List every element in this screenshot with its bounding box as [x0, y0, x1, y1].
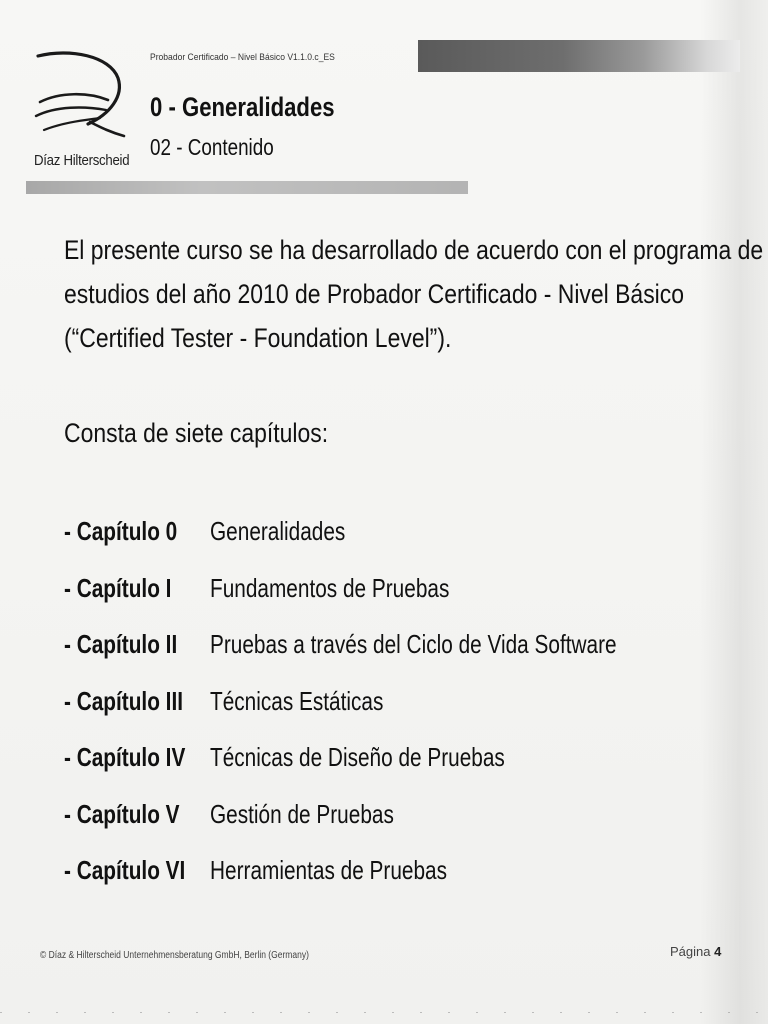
chapter-item	[64, 516, 704, 573]
intro-line: El presente curso se ha desarrollado de acuerdo con el programa de	[64, 235, 764, 265]
chapter-title: Generalidades	[210, 516, 346, 546]
chapter-title: Pruebas a través del Ciclo de Vida Software	[210, 629, 617, 659]
chapter-label: - Capítulo IV	[64, 742, 186, 772]
intro-paragraph	[64, 228, 764, 360]
chapter-item	[64, 855, 704, 912]
chapter-item	[64, 799, 704, 856]
chapter-item	[64, 629, 704, 686]
header-divider	[26, 181, 468, 194]
footer-copyright: © Díaz & Hilterscheid Unternehmensberatung GmbH, Berlin (Germany)	[40, 950, 309, 961]
chapter-item	[64, 573, 704, 630]
document-reference: Probador Certificado – Nivel Básico V1.1.0.c_ES	[150, 52, 335, 63]
intro-line: (“Certified Tester - Foundation Level”).	[64, 323, 452, 353]
chapter-item	[64, 742, 704, 799]
chapter-label: - Capítulo VI	[64, 855, 186, 885]
chapter-label: - Capítulo 0	[64, 516, 178, 546]
header-gradient-bar	[418, 40, 740, 72]
chapter-title: Técnicas de Diseño de Pruebas	[210, 742, 505, 772]
chapter-title: Fundamentos de Pruebas	[210, 572, 450, 603]
page-number-value: 4	[714, 944, 722, 959]
section-title: 0 - Generalidades	[150, 92, 335, 122]
page-label: Página	[670, 944, 711, 959]
scan-artifact-line	[0, 1012, 768, 1013]
dh-swoosh-logo-icon	[30, 44, 130, 140]
chapter-label: - Capítulo II	[64, 629, 178, 659]
chapters-intro: Consta de siete capítulos:	[64, 418, 329, 448]
section-subtitle: 02 - Contenido	[150, 134, 274, 160]
chapter-item	[64, 686, 704, 743]
chapter-label: - Capítulo III	[64, 685, 184, 716]
chapter-title: Herramientas de Pruebas	[210, 855, 448, 885]
chapter-list	[64, 516, 704, 912]
chapter-label: - Capítulo V	[64, 798, 180, 829]
chapter-title: Gestión de Pruebas	[210, 798, 394, 829]
chapter-label: - Capítulo I	[64, 572, 172, 603]
page-number	[670, 944, 721, 959]
chapter-title: Técnicas Estáticas	[210, 685, 384, 716]
intro-line: estudios del año 2010 de Probador Certificado - Nivel Básico	[64, 279, 685, 309]
logo-wordmark: Díaz Hilterscheid	[34, 152, 130, 169]
